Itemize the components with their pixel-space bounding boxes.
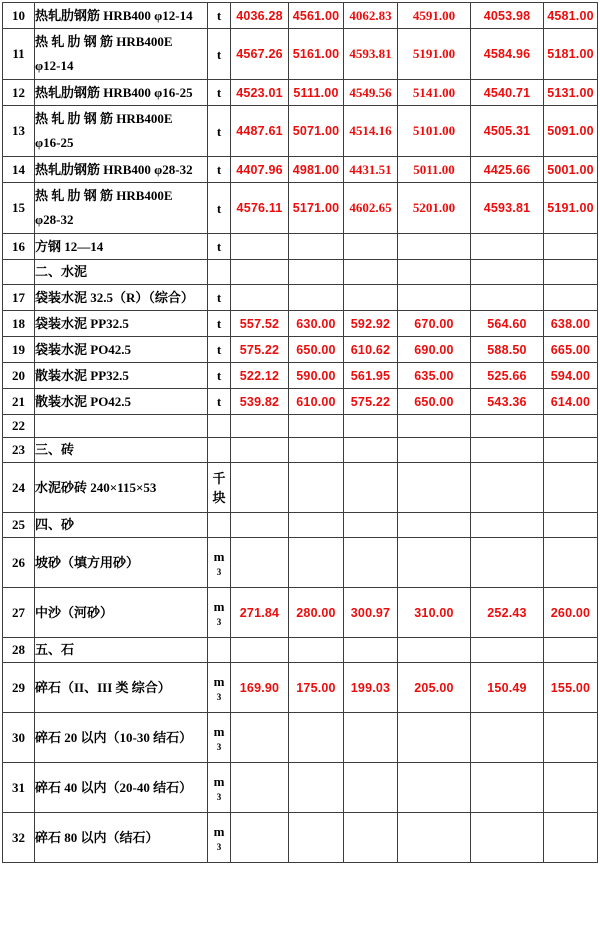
- price-cell: [231, 813, 289, 863]
- unit-cell: [208, 311, 231, 337]
- material-name-cell: 五、石: [35, 638, 208, 663]
- price-cell: 539.82: [231, 389, 289, 415]
- unit-cell: [208, 813, 231, 863]
- price-cell: 4584.96: [471, 29, 544, 80]
- price-cell: [398, 285, 471, 311]
- material-name-cell: 碎石 40 以内（20-40 结石）: [35, 763, 208, 813]
- price-cell: 5161.00: [289, 29, 344, 80]
- table-row: [3, 415, 598, 438]
- price-cell: [471, 763, 544, 813]
- price-cell: 665.00: [544, 337, 598, 363]
- price-cell: [231, 538, 289, 588]
- table-row: [3, 438, 598, 463]
- price-cell: 155.00: [544, 663, 598, 713]
- price-cell: 271.84: [231, 588, 289, 638]
- price-cell: 252.43: [471, 588, 544, 638]
- row-number-cell: 11: [3, 29, 35, 80]
- material-name-cell: 三、砖: [35, 438, 208, 463]
- unit-cell: [208, 538, 231, 588]
- price-cell: [344, 438, 398, 463]
- material-name-cell: 碎石（II、III 类 综合）: [35, 663, 208, 713]
- price-cell: [344, 538, 398, 588]
- price-cell: 5131.00: [544, 80, 598, 106]
- price-cell: 4602.65: [344, 183, 398, 234]
- unit-text: 3: [216, 841, 222, 852]
- material-name-cell: 袋装水泥 PP32.5: [35, 311, 208, 337]
- table-row: [3, 157, 598, 183]
- price-cell: [544, 463, 598, 513]
- price-cell: [344, 234, 398, 260]
- price-cell: 588.50: [471, 337, 544, 363]
- price-cell: [544, 438, 598, 463]
- unit-text: m: [213, 773, 225, 789]
- unit-text: t: [216, 46, 222, 62]
- unit-cell: [208, 363, 231, 389]
- table-row: [3, 638, 598, 663]
- price-cell: 4549.56: [344, 80, 398, 106]
- price-cell: 592.92: [344, 311, 398, 337]
- price-cell: [344, 513, 398, 538]
- price-cell: [398, 538, 471, 588]
- price-cell: [289, 713, 344, 763]
- price-cell: 4593.81: [344, 29, 398, 80]
- price-cell: [289, 260, 344, 285]
- price-cell: 175.00: [289, 663, 344, 713]
- price-cell: [231, 285, 289, 311]
- price-cell: [231, 260, 289, 285]
- unit-cell: [208, 80, 231, 106]
- row-number-cell: 31: [3, 763, 35, 813]
- price-cell: [471, 813, 544, 863]
- price-cell: 5181.00: [544, 29, 598, 80]
- price-cell: 4567.26: [231, 29, 289, 80]
- table-row: [3, 234, 598, 260]
- price-cell: 5171.00: [289, 183, 344, 234]
- price-cell: 4981.00: [289, 157, 344, 183]
- price-cell: [289, 415, 344, 438]
- price-cell: [471, 538, 544, 588]
- price-cell: 614.00: [544, 389, 598, 415]
- price-cell: 650.00: [398, 389, 471, 415]
- unit-text: t: [216, 316, 222, 331]
- price-cell: [544, 713, 598, 763]
- price-cell: [544, 763, 598, 813]
- unit-cell: [208, 389, 231, 415]
- price-cell: 5001.00: [544, 157, 598, 183]
- price-cell: 564.60: [471, 311, 544, 337]
- price-cell: 543.36: [471, 389, 544, 415]
- material-name-cell: 水泥砂砖 240×115×53: [35, 463, 208, 513]
- material-price-table: [2, 2, 598, 863]
- unit-text: t: [216, 342, 222, 357]
- row-number-cell: 18: [3, 311, 35, 337]
- price-cell: [344, 285, 398, 311]
- price-cell: [344, 763, 398, 813]
- price-cell: 310.00: [398, 588, 471, 638]
- unit-cell: [208, 337, 231, 363]
- price-cell: [471, 415, 544, 438]
- price-cell: [544, 234, 598, 260]
- unit-cell: [208, 183, 231, 234]
- price-cell: [289, 513, 344, 538]
- unit-text: 3: [216, 566, 222, 577]
- price-cell: [289, 638, 344, 663]
- material-name-cell: 方钢 12—14: [35, 234, 208, 260]
- price-cell: [471, 713, 544, 763]
- row-number-cell: 23: [3, 438, 35, 463]
- price-cell: [544, 638, 598, 663]
- material-name-cell: 热 轧 肋 钢 筋 HRB400E φ12-14: [35, 29, 208, 80]
- price-cell: [398, 463, 471, 513]
- table-row: [3, 813, 598, 863]
- price-cell: [231, 415, 289, 438]
- unit-cell: [208, 438, 231, 463]
- row-number-cell: 25: [3, 513, 35, 538]
- price-cell: [289, 538, 344, 588]
- unit-text: t: [216, 123, 222, 139]
- table-row: [3, 763, 598, 813]
- table-row: [3, 463, 598, 513]
- unit-text: 千: [212, 470, 226, 486]
- row-number-cell: 20: [3, 363, 35, 389]
- row-number-cell: 24: [3, 463, 35, 513]
- table-row: [3, 311, 598, 337]
- price-cell: 5191.00: [398, 29, 471, 80]
- price-cell: 4576.11: [231, 183, 289, 234]
- price-cell: [398, 638, 471, 663]
- price-cell: 199.03: [344, 663, 398, 713]
- price-table-body: [3, 3, 598, 863]
- material-name-cell: 中沙（河砂）: [35, 588, 208, 638]
- price-cell: 4523.01: [231, 80, 289, 106]
- table-row: [3, 389, 598, 415]
- price-cell: 575.22: [231, 337, 289, 363]
- price-cell: 4062.83: [344, 3, 398, 29]
- price-cell: [289, 438, 344, 463]
- unit-cell: [208, 763, 231, 813]
- unit-text: t: [216, 239, 222, 254]
- unit-cell: [208, 234, 231, 260]
- table-row: [3, 285, 598, 311]
- price-cell: 5091.00: [544, 106, 598, 157]
- price-cell: 650.00: [289, 337, 344, 363]
- price-cell: 522.12: [231, 363, 289, 389]
- price-cell: 4431.51: [344, 157, 398, 183]
- price-cell: [344, 713, 398, 763]
- price-cell: [471, 285, 544, 311]
- price-cell: 4425.66: [471, 157, 544, 183]
- price-cell: [344, 813, 398, 863]
- table-row: [3, 713, 598, 763]
- unit-text: 3: [216, 616, 222, 627]
- price-cell: 5101.00: [398, 106, 471, 157]
- row-number-cell: 26: [3, 538, 35, 588]
- unit-text: t: [216, 162, 222, 177]
- price-cell: [231, 438, 289, 463]
- price-cell: [289, 285, 344, 311]
- table-row: [3, 29, 598, 80]
- unit-cell: [208, 260, 231, 285]
- row-number-cell: [3, 260, 35, 285]
- price-cell: [471, 638, 544, 663]
- unit-text: 块: [212, 489, 226, 505]
- price-cell: 594.00: [544, 363, 598, 389]
- price-cell: 260.00: [544, 588, 598, 638]
- price-cell: 205.00: [398, 663, 471, 713]
- price-cell: 561.95: [344, 363, 398, 389]
- price-cell: 5201.00: [398, 183, 471, 234]
- price-cell: [471, 513, 544, 538]
- unit-text: 3: [216, 791, 222, 802]
- material-name-cell: 二、水泥: [35, 260, 208, 285]
- row-number-cell: 14: [3, 157, 35, 183]
- row-number-cell: 15: [3, 183, 35, 234]
- price-cell: [398, 513, 471, 538]
- row-number-cell: 21: [3, 389, 35, 415]
- row-number-cell: 17: [3, 285, 35, 311]
- material-name-cell: 四、砂: [35, 513, 208, 538]
- material-name-cell: 碎石 80 以内（结石）: [35, 813, 208, 863]
- price-cell: 4591.00: [398, 3, 471, 29]
- price-cell: [398, 438, 471, 463]
- row-number-cell: 29: [3, 663, 35, 713]
- row-number-cell: 10: [3, 3, 35, 29]
- price-cell: 280.00: [289, 588, 344, 638]
- price-cell: [398, 260, 471, 285]
- material-name-cell: 袋装水泥 PO42.5: [35, 337, 208, 363]
- price-cell: [231, 638, 289, 663]
- price-cell: 4540.71: [471, 80, 544, 106]
- price-cell: [231, 763, 289, 813]
- unit-text: 3: [216, 741, 222, 752]
- price-cell: [471, 463, 544, 513]
- price-cell: 4036.28: [231, 3, 289, 29]
- unit-text: t: [216, 200, 222, 216]
- material-name-cell: [35, 415, 208, 438]
- row-number-cell: 13: [3, 106, 35, 157]
- price-cell: [289, 763, 344, 813]
- table-row: [3, 588, 598, 638]
- unit-text: t: [216, 85, 222, 100]
- row-number-cell: 16: [3, 234, 35, 260]
- price-cell: [471, 234, 544, 260]
- unit-text: t: [216, 290, 222, 305]
- row-number-cell: 19: [3, 337, 35, 363]
- price-cell: [231, 713, 289, 763]
- price-cell: [344, 260, 398, 285]
- price-cell: 150.49: [471, 663, 544, 713]
- table-row: [3, 80, 598, 106]
- unit-cell: [208, 713, 231, 763]
- table-row: [3, 3, 598, 29]
- material-name-cell: 散装水泥 PO42.5: [35, 389, 208, 415]
- price-cell: [398, 415, 471, 438]
- row-number-cell: 32: [3, 813, 35, 863]
- price-cell: [471, 260, 544, 285]
- price-cell: [544, 285, 598, 311]
- price-cell: [544, 513, 598, 538]
- price-cell: [289, 234, 344, 260]
- material-name-cell: 坡砂（填方用砂）: [35, 538, 208, 588]
- price-cell: 4561.00: [289, 3, 344, 29]
- price-cell: [398, 234, 471, 260]
- unit-cell: [208, 663, 231, 713]
- unit-cell: [208, 638, 231, 663]
- price-cell: [544, 538, 598, 588]
- price-cell: 638.00: [544, 311, 598, 337]
- unit-text: m: [213, 723, 225, 739]
- price-cell: 635.00: [398, 363, 471, 389]
- price-cell: [344, 463, 398, 513]
- material-name-cell: 热 轧 肋 钢 筋 HRB400E φ28-32: [35, 183, 208, 234]
- unit-cell: [208, 513, 231, 538]
- price-cell: 4514.16: [344, 106, 398, 157]
- unit-cell: [208, 106, 231, 157]
- unit-cell: [208, 463, 231, 513]
- price-cell: 4407.96: [231, 157, 289, 183]
- price-cell: 610.62: [344, 337, 398, 363]
- price-cell: 590.00: [289, 363, 344, 389]
- price-cell: 525.66: [471, 363, 544, 389]
- price-cell: 300.97: [344, 588, 398, 638]
- price-cell: [544, 415, 598, 438]
- row-number-cell: 22: [3, 415, 35, 438]
- unit-cell: [208, 29, 231, 80]
- unit-cell: [208, 157, 231, 183]
- unit-text: 3: [216, 691, 222, 702]
- row-number-cell: 12: [3, 80, 35, 106]
- price-cell: 5011.00: [398, 157, 471, 183]
- unit-cell: [208, 415, 231, 438]
- price-cell: 630.00: [289, 311, 344, 337]
- price-cell: 4593.81: [471, 183, 544, 234]
- price-cell: [398, 813, 471, 863]
- table-row: [3, 337, 598, 363]
- price-cell: 4581.00: [544, 3, 598, 29]
- price-cell: 4505.31: [471, 106, 544, 157]
- price-cell: [544, 260, 598, 285]
- material-name-cell: 热轧肋钢筋 HRB400 φ12-14: [35, 3, 208, 29]
- material-name-cell: 袋装水泥 32.5（R）（综合）: [35, 285, 208, 311]
- unit-text: m: [213, 673, 225, 689]
- price-cell: 575.22: [344, 389, 398, 415]
- table-row: [3, 183, 598, 234]
- price-cell: [544, 813, 598, 863]
- unit-cell: [208, 588, 231, 638]
- price-cell: [289, 463, 344, 513]
- unit-text: m: [213, 548, 225, 564]
- material-name-cell: 热轧肋钢筋 HRB400 φ28-32: [35, 157, 208, 183]
- price-cell: 169.90: [231, 663, 289, 713]
- price-cell: [231, 234, 289, 260]
- price-cell: [231, 513, 289, 538]
- price-cell: [289, 813, 344, 863]
- price-cell: 557.52: [231, 311, 289, 337]
- price-cell: [344, 638, 398, 663]
- price-cell: 5071.00: [289, 106, 344, 157]
- material-name-cell: 散装水泥 PP32.5: [35, 363, 208, 389]
- material-name-cell: 热 轧 肋 钢 筋 HRB400E φ16-25: [35, 106, 208, 157]
- unit-text: m: [213, 598, 225, 614]
- unit-cell: [208, 285, 231, 311]
- price-cell: 690.00: [398, 337, 471, 363]
- unit-text: t: [216, 394, 222, 409]
- material-name-cell: 热轧肋钢筋 HRB400 φ16-25: [35, 80, 208, 106]
- table-row: [3, 538, 598, 588]
- unit-text: m: [213, 823, 225, 839]
- price-cell: 4053.98: [471, 3, 544, 29]
- price-cell: 4487.61: [231, 106, 289, 157]
- row-number-cell: 28: [3, 638, 35, 663]
- price-cell: [231, 463, 289, 513]
- unit-text: t: [216, 8, 222, 23]
- unit-cell: [208, 3, 231, 29]
- price-cell: [398, 763, 471, 813]
- price-cell: [398, 713, 471, 763]
- unit-text: t: [216, 368, 222, 383]
- price-cell: 670.00: [398, 311, 471, 337]
- price-cell: 5141.00: [398, 80, 471, 106]
- table-row: [3, 663, 598, 713]
- table-row: [3, 363, 598, 389]
- price-cell: 5191.00: [544, 183, 598, 234]
- table-row: [3, 513, 598, 538]
- table-row: [3, 260, 598, 285]
- price-cell: 5111.00: [289, 80, 344, 106]
- table-row: [3, 106, 598, 157]
- price-cell: [471, 438, 544, 463]
- price-cell: 610.00: [289, 389, 344, 415]
- row-number-cell: 30: [3, 713, 35, 763]
- material-name-cell: 碎石 20 以内（10-30 结石）: [35, 713, 208, 763]
- price-cell: [344, 415, 398, 438]
- row-number-cell: 27: [3, 588, 35, 638]
